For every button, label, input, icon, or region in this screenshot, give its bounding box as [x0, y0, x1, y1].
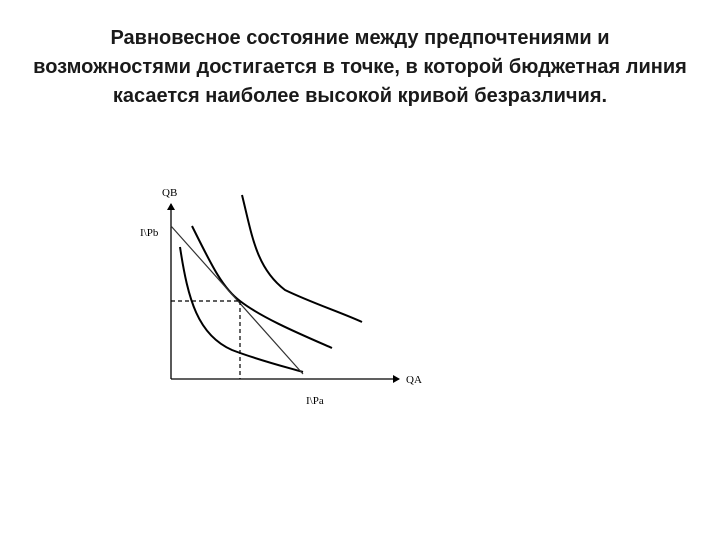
title-line-1: Равновесное состояние между предпочтениями и [110, 27, 610, 49]
x-intercept-label: I\Pa [306, 395, 324, 407]
title-line-2: возможностями достигается в точке, в которой бюджетная линия [33, 56, 687, 78]
indifference-curve-middle [192, 226, 332, 348]
y-axis-label: QB [162, 187, 178, 199]
x-axis-label: QA [406, 374, 422, 386]
indifference-curve-high [242, 195, 362, 322]
y-intercept-label: I\Pb [140, 227, 159, 239]
title-line-3: касается наиболее высокой кривой безразличия. [112, 85, 608, 107]
